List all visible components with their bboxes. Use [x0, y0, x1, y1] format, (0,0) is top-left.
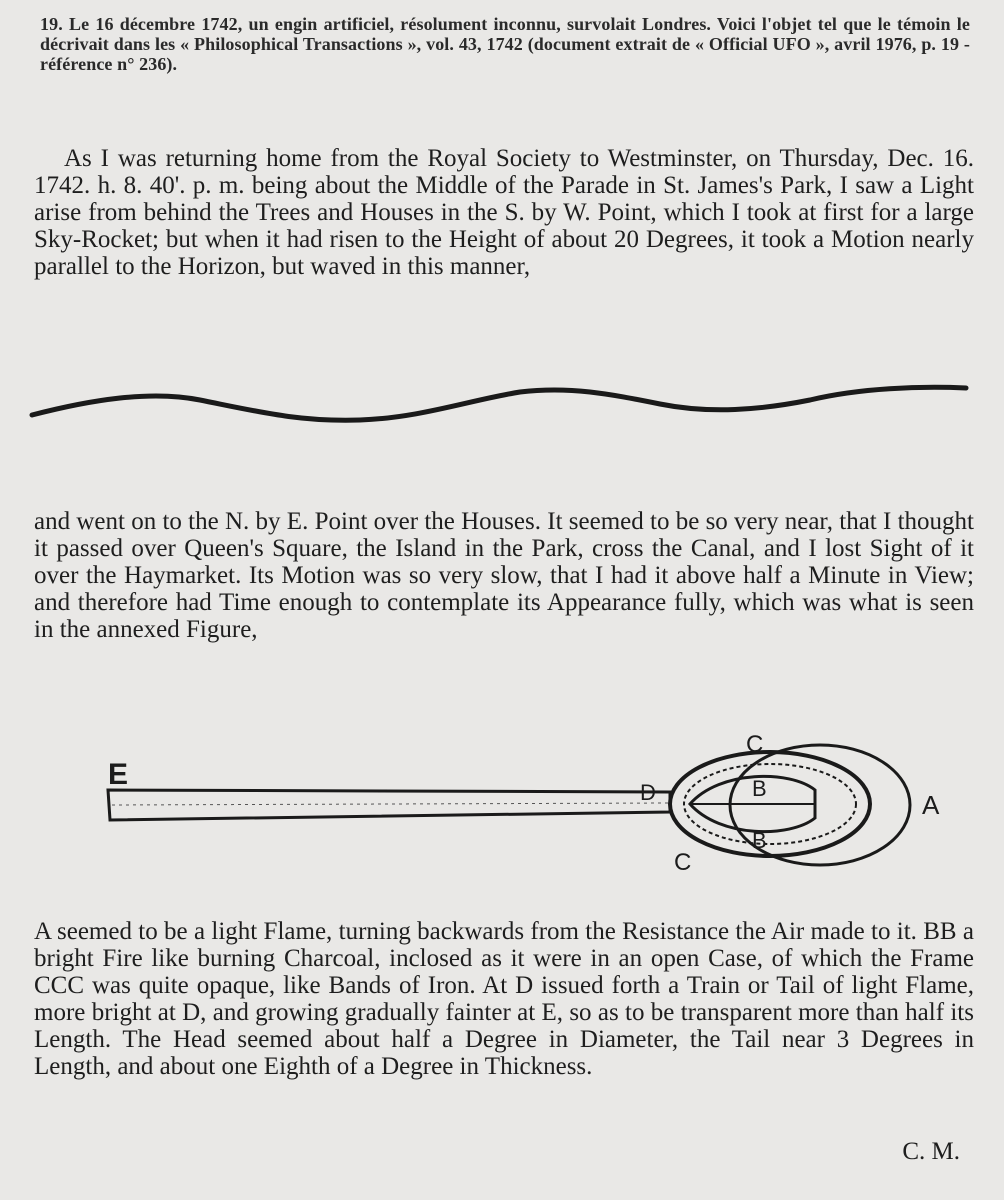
label-d: D	[640, 780, 656, 805]
french-caption: 19. Le 16 décembre 1742, un engin artificiel, résolument inconnu, survolait Londres. Voici l'objet tel que le témoin le décrivait dans les « Philosophical Transactions », vol. 43, 1742 (document extrait de « Official UFO », avril 1976, p. 19 - référence n° 236).	[40, 14, 970, 74]
paragraph-2: and went on to the N. by E. Point over the Houses. It seemed to be so very near, that I thought it passed over Queen's Square, the Island in the Park, cross the Canal, and I lost Sight of it over the Haymarket. Its Motion was so very slow, that I had it above half a Minute in View; and therefore had Time enough to contemplate its Appearance fully, which was what is seen in the annexed Figure,	[34, 508, 974, 643]
paragraph-3: A seemed to be a light Flame, turning backwards from the Resistance the Air made to it. BB a bright Fire like burning Charcoal, inclosed as it were in an open Case, of which the Frame CCC was quite opaque, like Bands of Iron. At D issued forth a Train or Tail of light Flame, more bright at D, and growing gradually fainter at E, so as to be transparent more than half its Length. The Head seemed about half a Degree in Diameter, the Tail near 3 Degrees in Length, and about one Eighth of a Degree in Thickness.	[34, 918, 974, 1080]
label-b-bottom: B	[752, 828, 767, 853]
paragraph-1: As I was returning home from the Royal Society to Westminster, on Thursday, Dec. 16. 1742. h. 8. 40'. p. m. being about the Middle of the Parade in St. James's Park, I saw a Light arise from behind the Trees and Houses in the S. by W. Point, which I took at first for a large Sky-Rocket; but when it had risen to the Height of about 20 Degrees, it took a Motion nearly parallel to the Horizon, but waved in this manner,	[34, 145, 974, 280]
wave-motion-figure	[0, 360, 1004, 450]
label-c-top: C	[746, 731, 764, 758]
label-a: A	[922, 790, 940, 820]
signature: C. M.	[902, 1138, 960, 1165]
label-e: E	[108, 758, 129, 791]
wave-line	[32, 387, 966, 420]
tail-train	[108, 790, 670, 820]
fireball-figure	[0, 720, 1004, 910]
label-c-bottom: C	[674, 849, 692, 876]
label-b-top: B	[752, 776, 767, 801]
